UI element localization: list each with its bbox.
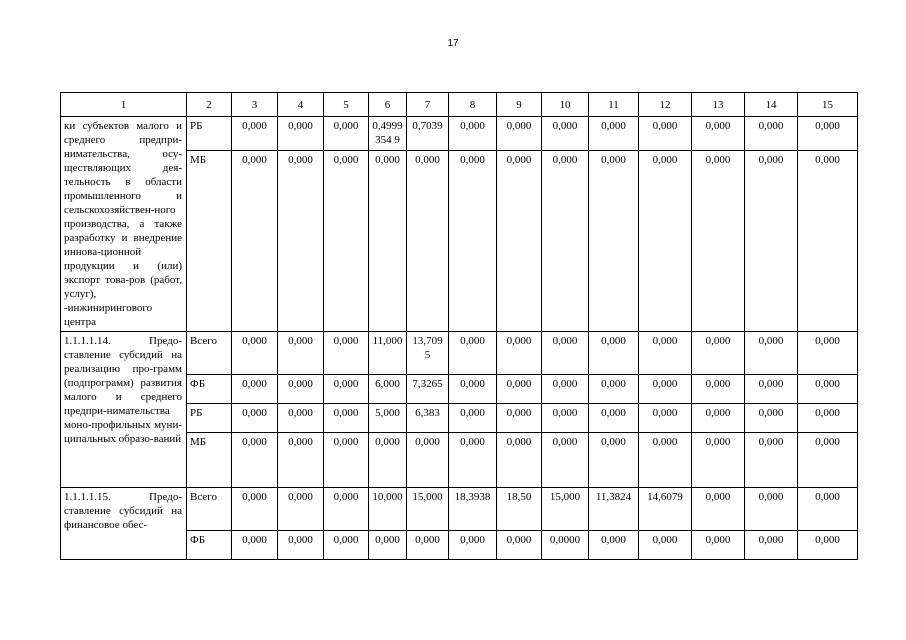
value-cell: 11,3824 [589, 488, 639, 531]
row-description: 1.1.1.1.15. Предо-ставление субсидий на финансовое обес- [61, 488, 187, 560]
value-cell: 0,000 [369, 433, 407, 488]
value-cell: 0,000 [589, 531, 639, 560]
column-header: 7 [407, 93, 449, 117]
value-cell: 0,000 [745, 375, 798, 404]
value-cell: 0,000 [692, 117, 745, 151]
value-cell: 0,000 [798, 332, 858, 375]
value-cell: 0,000 [542, 332, 589, 375]
column-header: 13 [692, 93, 745, 117]
value-cell: 0,000 [232, 488, 278, 531]
value-cell: 0,000 [449, 433, 497, 488]
value-cell: 0,000 [232, 117, 278, 151]
value-cell: 0,4999354 9 [369, 117, 407, 151]
value-cell: 0,000 [639, 151, 692, 332]
funding-source: РБ [187, 404, 232, 433]
funding-source: МБ [187, 151, 232, 332]
column-header: 4 [278, 93, 324, 117]
value-cell: 0,000 [232, 151, 278, 332]
value-cell: 0,000 [278, 531, 324, 560]
value-cell: 0,000 [692, 531, 745, 560]
value-cell: 0,000 [639, 531, 692, 560]
value-cell: 0,000 [232, 531, 278, 560]
value-cell: 0,000 [497, 404, 542, 433]
value-cell: 0,000 [324, 117, 369, 151]
value-cell: 0,000 [542, 151, 589, 332]
value-cell: 0,000 [232, 375, 278, 404]
value-cell: 0,000 [745, 117, 798, 151]
value-cell: 0,000 [407, 151, 449, 332]
column-header: 11 [589, 93, 639, 117]
column-header: 6 [369, 93, 407, 117]
value-cell: 0,000 [324, 332, 369, 375]
value-cell: 0,000 [278, 332, 324, 375]
value-cell: 18,3938 [449, 488, 497, 531]
value-cell: 11,000 [369, 332, 407, 375]
column-header: 9 [497, 93, 542, 117]
value-cell: 0,000 [542, 117, 589, 151]
value-cell: 0,000 [798, 117, 858, 151]
value-cell: 14,6079 [639, 488, 692, 531]
column-header: 2 [187, 93, 232, 117]
value-cell: 0,000 [449, 151, 497, 332]
value-cell: 0,000 [692, 375, 745, 404]
value-cell: 0,000 [589, 433, 639, 488]
value-cell: 0,000 [407, 531, 449, 560]
value-cell: 0,000 [639, 404, 692, 433]
value-cell: 0,000 [745, 151, 798, 332]
column-header: 15 [798, 93, 858, 117]
value-cell: 0,000 [497, 433, 542, 488]
value-cell: 0,000 [278, 117, 324, 151]
value-cell: 0,000 [278, 375, 324, 404]
funding-source: РБ [187, 117, 232, 151]
value-cell: 0,000 [497, 117, 542, 151]
value-cell: 0,000 [745, 531, 798, 560]
value-cell: 0,000 [324, 375, 369, 404]
value-cell: 15,000 [407, 488, 449, 531]
value-cell: 0,000 [745, 332, 798, 375]
value-cell: 0,000 [232, 332, 278, 375]
value-cell: 0,0000 [542, 531, 589, 560]
column-header: 8 [449, 93, 497, 117]
value-cell: 0,000 [497, 151, 542, 332]
value-cell: 0,000 [324, 404, 369, 433]
value-cell: 0,000 [449, 375, 497, 404]
funding-source: Всего [187, 332, 232, 375]
value-cell: 0,000 [449, 531, 497, 560]
value-cell: 0,000 [449, 117, 497, 151]
value-cell: 0,000 [798, 375, 858, 404]
value-cell: 5,000 [369, 404, 407, 433]
value-cell: 0,000 [692, 151, 745, 332]
value-cell: 0,000 [745, 433, 798, 488]
value-cell: 0,000 [692, 332, 745, 375]
column-header: 14 [745, 93, 798, 117]
value-cell: 0,000 [542, 433, 589, 488]
value-cell: 0,000 [497, 332, 542, 375]
funding-source: ФБ [187, 531, 232, 560]
value-cell: 0,000 [798, 433, 858, 488]
funding-source: Всего [187, 488, 232, 531]
value-cell: 7,3265 [407, 375, 449, 404]
column-header: 3 [232, 93, 278, 117]
value-cell: 0,000 [589, 375, 639, 404]
value-cell: 0,000 [324, 488, 369, 531]
value-cell: 0,000 [407, 433, 449, 488]
value-cell: 10,000 [369, 488, 407, 531]
value-cell: 0,000 [497, 375, 542, 404]
value-cell: 0,000 [278, 488, 324, 531]
value-cell: 0,000 [639, 375, 692, 404]
column-header: 12 [639, 93, 692, 117]
value-cell: 0,000 [324, 531, 369, 560]
table-row [61, 332, 858, 375]
value-cell: 0,000 [639, 332, 692, 375]
value-cell: 6,000 [369, 375, 407, 404]
value-cell: 0,000 [692, 433, 745, 488]
value-cell: 0,000 [449, 332, 497, 375]
value-cell: 0,000 [798, 531, 858, 560]
value-cell: 13,7095 [407, 332, 449, 375]
value-cell: 0,000 [798, 488, 858, 531]
header-row [61, 93, 858, 117]
value-cell: 0,000 [589, 151, 639, 332]
value-cell: 0,000 [639, 433, 692, 488]
table-row [61, 117, 858, 151]
value-cell: 0,000 [639, 117, 692, 151]
value-cell: 0,000 [589, 332, 639, 375]
value-cell: 0,000 [278, 404, 324, 433]
value-cell: 0,000 [369, 531, 407, 560]
value-cell: 18,50 [497, 488, 542, 531]
value-cell: 0,000 [278, 151, 324, 332]
value-cell: 0,000 [745, 488, 798, 531]
value-cell: 0,000 [589, 404, 639, 433]
value-cell: 0,000 [542, 404, 589, 433]
value-cell: 0,000 [232, 404, 278, 433]
row-description: 1.1.1.1.14. Предо-ставление субсидий на реализацию про-грамм (подпрограмм) развития малого и среднего предпри-нимательства моно-профильных муни-ципальных образо-ваний [61, 332, 187, 488]
value-cell: 0,000 [589, 117, 639, 151]
column-header: 1 [61, 93, 187, 117]
value-cell: 0,7039 [407, 117, 449, 151]
value-cell: 0,000 [692, 488, 745, 531]
budget-table [60, 92, 858, 560]
funding-source: МБ [187, 433, 232, 488]
value-cell: 0,000 [798, 404, 858, 433]
value-cell: 15,000 [542, 488, 589, 531]
table-row [61, 488, 858, 531]
value-cell: 0,000 [542, 375, 589, 404]
funding-source: ФБ [187, 375, 232, 404]
value-cell: 0,000 [369, 151, 407, 332]
value-cell: 0,000 [745, 404, 798, 433]
value-cell: 0,000 [798, 151, 858, 332]
value-cell: 0,000 [324, 151, 369, 332]
value-cell: 0,000 [497, 531, 542, 560]
value-cell: 0,000 [692, 404, 745, 433]
value-cell: 0,000 [449, 404, 497, 433]
page-number: 17 [447, 38, 459, 49]
row-description: ки субъектов малого и среднего предпри-нимательства, осу-ществляющих дея-тельность в области промышленного и сельскохозяйствен-ного производства, а также разработку и внедрение иннова-ционной продукции и (или) экспорт това-ров (работ, услуг), -инжинирингового центра [61, 117, 187, 332]
value-cell: 6,383 [407, 404, 449, 433]
value-cell: 0,000 [278, 433, 324, 488]
value-cell: 0,000 [324, 433, 369, 488]
value-cell: 0,000 [232, 433, 278, 488]
column-header: 5 [324, 93, 369, 117]
column-header: 10 [542, 93, 589, 117]
